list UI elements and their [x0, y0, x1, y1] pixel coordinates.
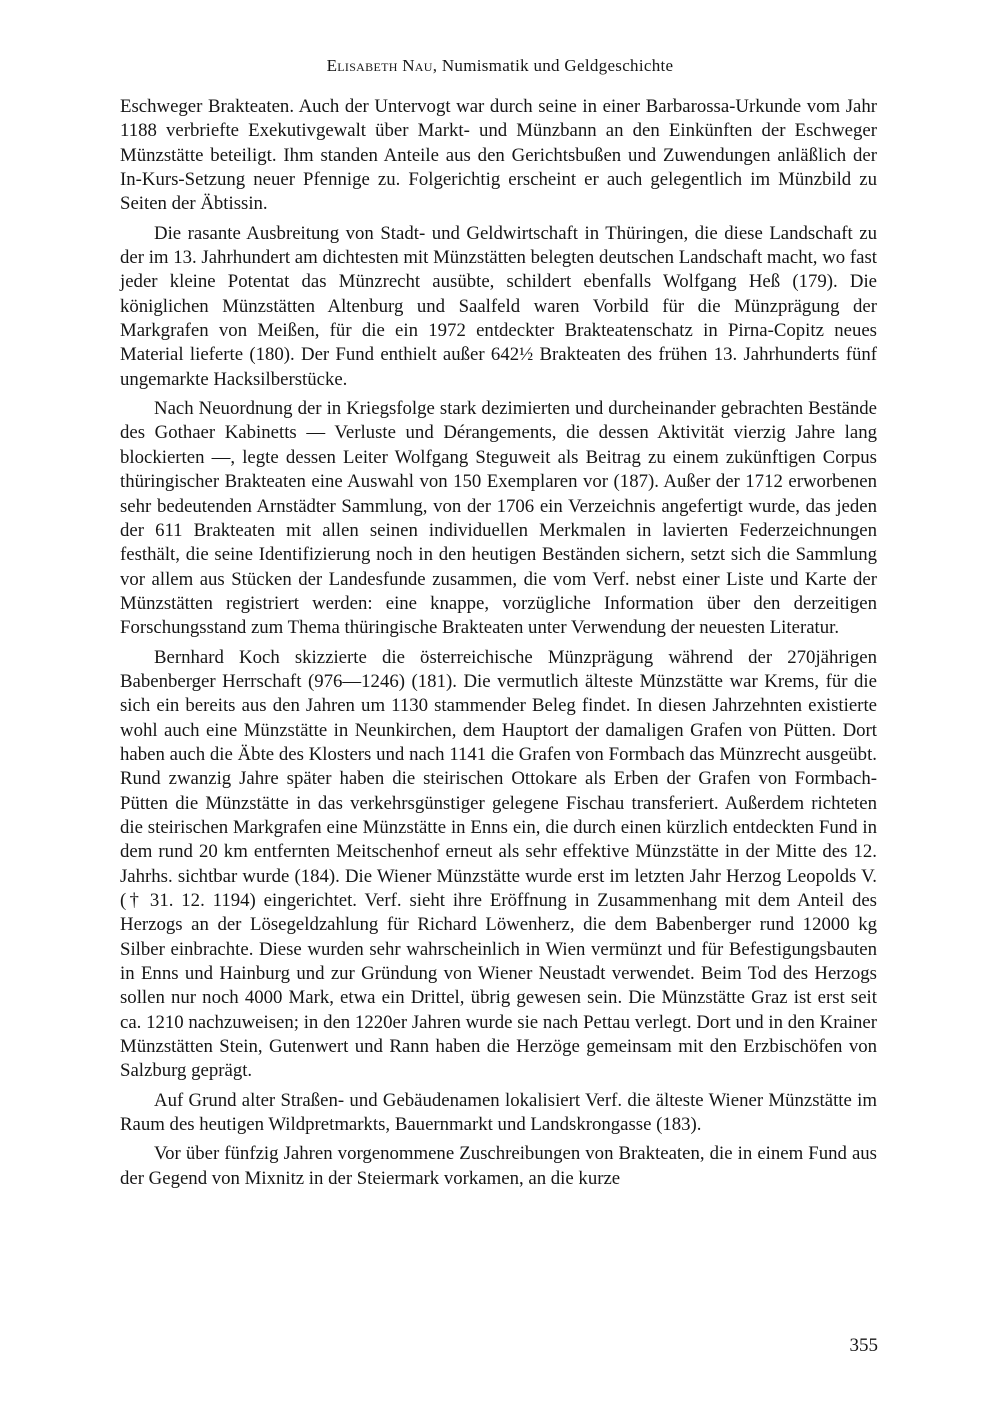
header-separator: , [432, 56, 442, 75]
paragraph: Nach Neuordnung der in Kriegsfolge stark dezimierten und durcheinander gebrachten Bestände des Gothaer Kabinetts — Verluste und Dérangements, die dessen Aktivität vierzig Jahre lang blockierten —, legte dessen Leiter Wolfgang Steguweit als Beitrag zu einem zukünftigen Corpus thüringischer Brakteaten eine Auswahl von 150 Exemplaren vor (187). Außer der 1712 erworbenen sehr bedeutenden Arnstädter Sammlung, von der 1706 ein Verzeichnis angefertigt wurde, das jeden der 611 Brakteaten mit allen seinen individuellen Merkmalen in lavierten Federzeichnungen festhält, die seine Identifizierung noch in den heutigen Beständen sichern, setzt sich die Sammlung vor allem aus Stücken der Landesfunde zusammen, die vom Verf. nebst einer Liste und Karte der Münzstätten registriert werden: eine knappe, vorzügliche Information über den derzeitigen Forschungsstand zum Thema thüringische Brakteaten unter Verwendung der neuesten Literatur. [120, 398, 877, 639]
paragraph: Die rasante Ausbreitung von Stadt- und Geldwirtschaft in Thüringen, die diese Landschaft zu der im 13. Jahrhundert am dichtesten mit Münzstätten belegten deutschen Landschaft macht, wo fast jeder kleine Potentat das Münzrecht ausübte, schildert ebenfalls Wolfgang Heß (179). Die königlichen Münzstätten Altenburg und Saalfeld waren Vorbild für die Münzprägung der Markgrafen von Meißen, für die ein 1972 entdeckter Brakteatenschatz in Pirna-Copitz neues Material lieferte (180). Der Fund enthielt außer 642½ Brakteaten des frühen 13. Jahrhunderts fünf ungemarkte Hacksilberstücke. [120, 222, 877, 390]
running-head [0, 56, 1000, 76]
page-number: 355 [849, 1335, 878, 1356]
header-author: Elisabeth Nau [326, 56, 433, 75]
paragraph-continued: Eschweger Brakteaten. Auch der Untervogt war durch seine in einer Barbarossa-Urkunde vom Jahr 1188 verbriefte Exekutivgewalt über Markt- und Münzbann an den Einkünften der Eschweger Münzstätte beteiligt. Ihm standen Anteile aus den Gerichtsbußen und Zuwendungen anläßlich der In-Kurs-Setzung neuer Pfennige zu. Folgerichtig erscheint er auch gelegentlich im Münzbild zu Seiten der Äbtissin. [120, 96, 877, 215]
header-title: Numismatik und Geldgeschichte [441, 56, 674, 75]
body-text [120, 95, 877, 1196]
paragraph: Vor über fünfzig Jahren vorgenommene Zuschreibungen von Brakteaten, die in einem Fund aus der Gegend von Mixnitz in der Steiermark vorkamen, an die kurze [120, 1143, 877, 1189]
paragraph: Bernhard Koch skizzierte die österreichische Münzprägung während der 270jährigen Babenberger Herrschaft (976—1246) (181). Die vermutlich älteste Münzstätte war Krems, für die sich ein bereits aus den Jahren um 1130 stammender Beleg findet. In diesen Jahrzehnten existierte wohl auch eine Münzstätte in Neunkirchen, dem Hauptort der damaligen Grafen von Pütten. Dort haben auch die Äbte des Klosters und nach 1141 die Grafen von Formbach das Münzrecht ausgeübt. Rund zwanzig Jahre später haben die steirischen Ottokare als Erben der Grafen von Formbach-Pütten die Münzstätte in das verkehrsgünstiger gelegene Fischau transferiert. Außerdem richteten die steirischen Markgrafen eine Münzstätte in Enns ein, die durch einen kürzlich entdeckten Fund in dem rund 20 km entfernten Meitschenhof erneut als sehr effektive Münzstätte in der Mitte des 12. Jahrhs. sichtbar wurde (184). Die Wiener Münzstätte wurde erst im letzten Jahr Herzog Leopolds V. († 31. 12. 1194) eingerichtet. Verf. sieht ihre Eröffnung in Zusammenhang mit dem Anteil des Herzogs an der Lösegeldzahlung für Richard Löwenherz, die dem Babenberger rund 12000 kg Silber einbrachte. Diese wurden sehr wahrscheinlich in Wien vermünzt und für Befestigungsbauten in Enns und Hainburg und zur Gründung von Wiener Neustadt verwendet. Beim Tod des Herzogs sollen nur noch 4000 Mark, etwa ein Drittel, übrig gewesen sein. Die Münzstätte Graz ist erst seit ca. 1210 nachzuweisen; in den 1220er Jahren wurde sie nach Pettau verlegt. Dort und in den Krainer Münzstätten Stein, Gutenwert und Rann haben die Herzöge gemeinsam mit den Erzbischöfen von Salzburg geprägt. [120, 646, 877, 1082]
paragraph: Auf Grund alter Straßen- und Gebäudenamen lokalisiert Verf. die älteste Wiener Münzstätte im Raum des heutigen Wildpretmarkts, Bauernmarkt und Landskrongasse (183). [120, 1089, 877, 1136]
